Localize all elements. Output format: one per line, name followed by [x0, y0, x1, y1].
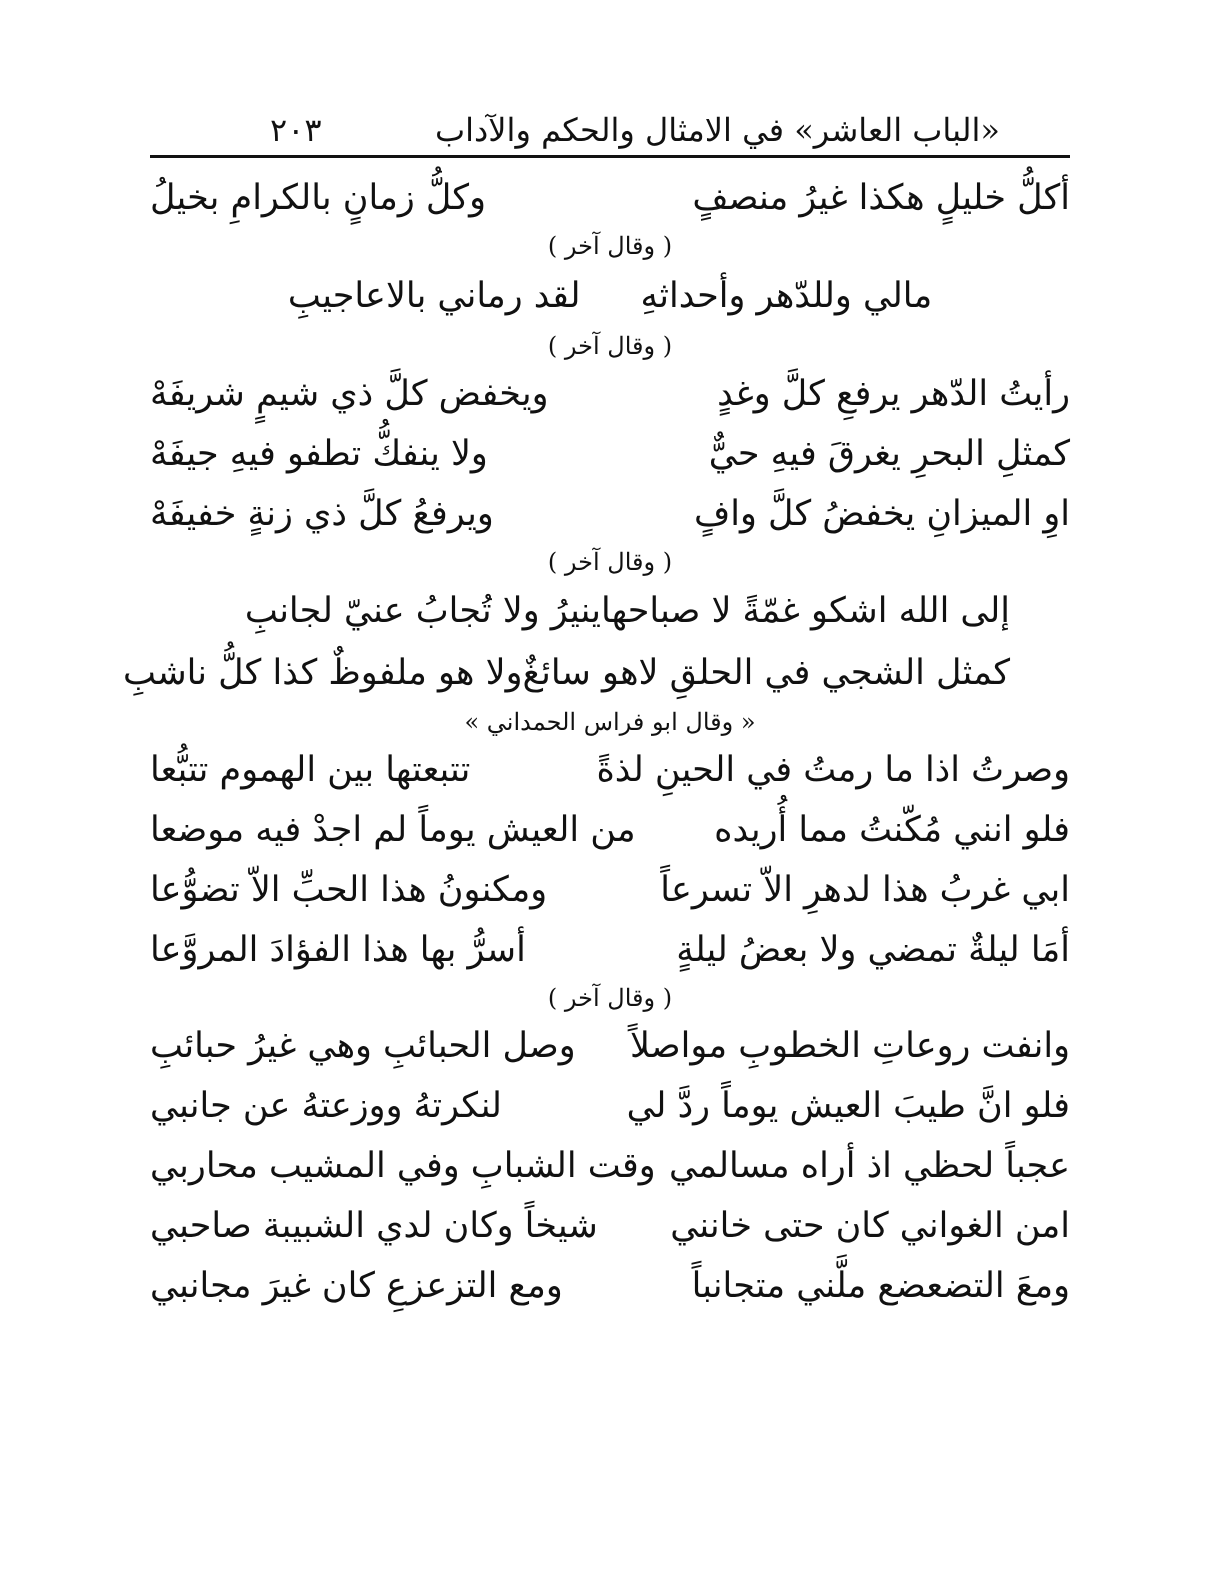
first-hemistich: فلو انَّ طيبَ العيش يوماً ردَّ لي — [626, 1085, 1070, 1126]
first-hemistich: مالي وللدّهر وأحداثهِ — [640, 275, 933, 316]
first-hemistich: وصرتُ اذا ما رمتُ في الحينِ لذةً — [596, 749, 1070, 790]
second-hemistich: ولا ينفكُّ تطفو فيهِ جيفَهْ — [150, 433, 488, 474]
second-hemistich: وقت الشبابِ وفي المشيب محاربي — [150, 1145, 656, 1186]
verse-line — [150, 1076, 1070, 1136]
attribution-line: ( وقال آخر ) — [547, 984, 673, 1012]
attribution-line: « وقال ابو فراس الحمداني » — [464, 708, 756, 736]
poem-body — [122, 168, 1070, 1316]
verse-line — [150, 364, 1070, 424]
second-hemistich: وصل الحبائبِ وهي غيرُ حبائبِ — [150, 1025, 576, 1066]
verse-line — [150, 168, 1070, 228]
second-hemistich: أسرُّ بها هذا الفؤادَ المروَّعا — [150, 929, 526, 970]
attribution-line: ( وقال آخر ) — [547, 232, 673, 260]
verse-line — [150, 1196, 1070, 1256]
book-page — [122, 95, 1070, 1316]
first-hemistich: أكلُّ خليلٍ هكذا غيرُ منصفٍ — [692, 177, 1070, 218]
first-hemistich: امن الغواني كان حتى خانني — [670, 1205, 1070, 1246]
attribution-line: ( وقال آخر ) — [547, 332, 673, 360]
verse-line — [150, 264, 1070, 328]
first-hemistich: اوِ الميزانِ يخفضُ كلَّ وافٍ — [693, 493, 1070, 534]
second-hemistich: ينيرُ ولا تُجابُ عنيّ لجانبِ — [244, 590, 601, 631]
second-hemistich: لقد رماني بالاعاجيبِ — [287, 275, 581, 316]
verse-line — [122, 642, 1070, 704]
verse-line — [150, 580, 1070, 642]
first-hemistich: إلى الله اشكو غمّةً لا صباحها — [600, 590, 1010, 631]
verse-line — [150, 800, 1070, 860]
first-hemistich: كمثل الشجي في الحلقِ لاهو سائغٌ — [522, 652, 1010, 693]
second-hemistich: ومع التزعزعِ كان غيرَ مجانبي — [150, 1265, 563, 1306]
second-hemistich: شيخاً وكان لدي الشبيبة صاحبي — [150, 1205, 598, 1246]
first-hemistich: كمثلِ البحرِ يغرقَ فيهِ حيٌّ — [708, 433, 1070, 474]
second-hemistich: لنكرتهُ ووزعتهُ عن جانبي — [150, 1085, 502, 1126]
verse-line — [150, 740, 1070, 800]
first-hemistich: ومعَ التضعضع ملَّني متجانباً — [691, 1265, 1070, 1306]
verse-line — [150, 860, 1070, 920]
second-hemistich: ومكنونُ هذا الحبِّ الاّ تضوُّعا — [150, 869, 548, 910]
running-title: «الباب العاشر» في الامثال والحكم والآداب — [435, 111, 1000, 149]
verse-line — [150, 920, 1070, 980]
second-hemistich: ويخفض كلَّ ذي شيمٍ شريفَهْ — [150, 373, 549, 414]
verse-line — [150, 1136, 1070, 1196]
first-hemistich: ابي غربُ هذا لدهرِ الاّ تسرعاً — [660, 869, 1070, 910]
verse-line — [150, 1256, 1070, 1316]
page-number: ٢٠٣ — [270, 111, 322, 149]
first-hemistich: وانفت روعاتِ الخطوبِ مواصلاً — [630, 1025, 1070, 1066]
second-hemistich: تتبعتها بين الهموم تتبُّعا — [150, 749, 471, 790]
second-hemistich: ولا هو ملفوظٌ كذا كلُّ ناشبِ — [122, 652, 523, 693]
first-hemistich: فلو انني مُكّنتُ مما أُريده — [714, 809, 1070, 850]
header-rule — [150, 155, 1070, 158]
second-hemistich: من العيش يوماً لم اجدْ فيه موضعا — [150, 809, 636, 850]
second-hemistich: وكلُّ زمانٍ بالكرامِ بخيلُ — [150, 177, 486, 218]
page-header — [150, 95, 1070, 149]
attribution-line: ( وقال آخر ) — [547, 548, 673, 576]
first-hemistich: عجباً لحظي اذ أراه مسالمي — [668, 1145, 1070, 1186]
first-hemistich: رأيتُ الدّهر يرفعِ كلَّ وغدٍ — [717, 373, 1070, 414]
verse-line — [150, 1016, 1070, 1076]
verse-line — [150, 424, 1070, 484]
second-hemistich: ويرفعُ كلَّ ذي زنةٍ خفيفَهْ — [150, 493, 494, 534]
first-hemistich: أمَا ليلةٌ تمضي ولا بعضُ ليلةٍ — [676, 929, 1070, 970]
verse-line — [150, 484, 1070, 544]
